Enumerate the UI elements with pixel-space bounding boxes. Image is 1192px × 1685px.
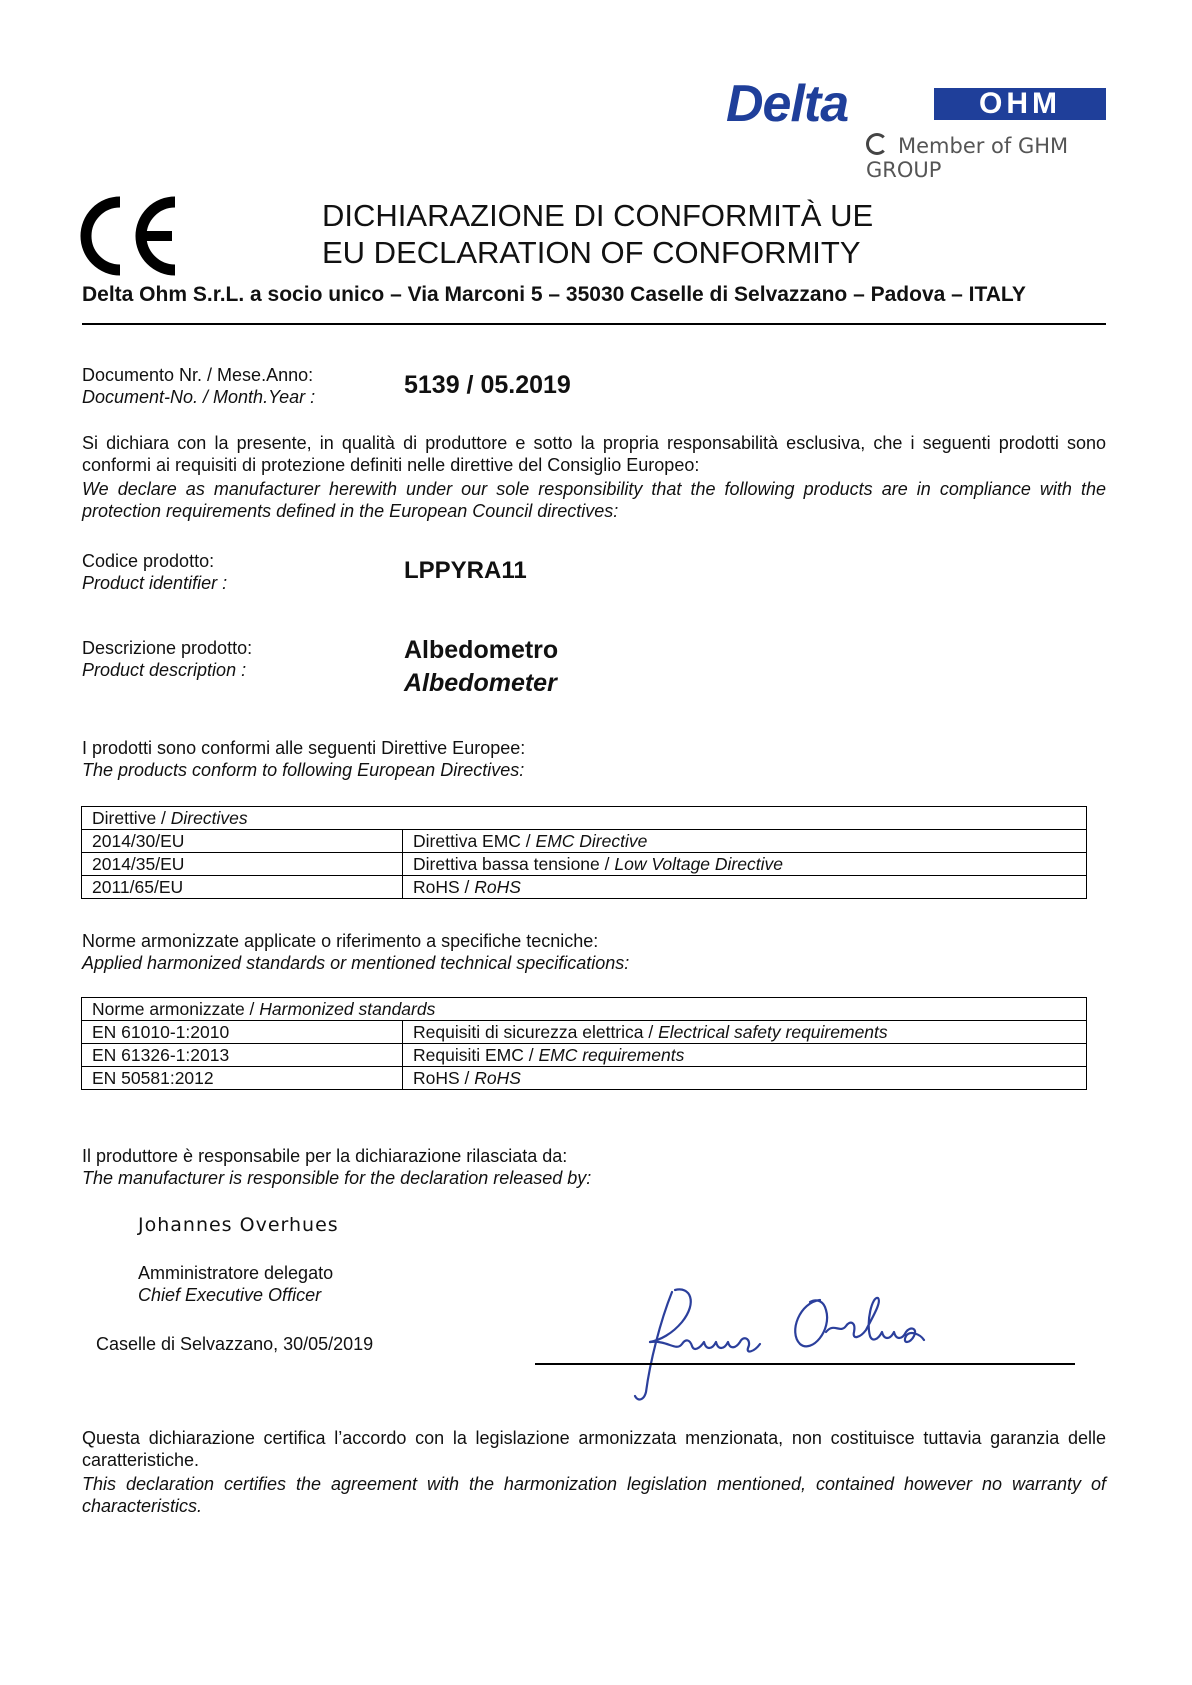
directive-code: 2011/65/EU bbox=[82, 876, 403, 899]
standard-code: EN 50581:2012 bbox=[82, 1067, 403, 1090]
directive-description bbox=[403, 830, 1087, 853]
directive-description bbox=[403, 876, 1087, 899]
table-row bbox=[82, 1044, 1087, 1067]
title-english: EU DECLARATION OF CONFORMITY bbox=[322, 235, 861, 270]
intro-italian: Si dichiara con la presente, in qualità di produttore e sotto la propria responsabilità esclusiva, che i seguenti prodotti sono conformi ai requisiti di protezione definiti nelle direttive del Consiglio Europeo: bbox=[82, 433, 1106, 475]
directive-desc-it: RoHS / bbox=[413, 877, 475, 897]
directive-desc-en: Low Voltage Directive bbox=[614, 854, 783, 874]
disclaimer-english: This declaration certifies the agreement with the harmonization legislation mentioned, contained however no warranty of characteristics. bbox=[82, 1474, 1106, 1516]
directive-desc-it: Direttiva EMC / bbox=[413, 831, 536, 851]
standard-desc-it: RoHS / bbox=[413, 1068, 475, 1088]
product-code-value: LPPYRA11 bbox=[404, 557, 527, 584]
standards-table bbox=[81, 997, 1087, 1090]
standard-description bbox=[403, 1044, 1087, 1067]
standards-table-header bbox=[82, 998, 1087, 1021]
table-row bbox=[82, 830, 1087, 853]
product-code-label-en: Product identifier : bbox=[82, 573, 228, 593]
product-description-label-en: Product description : bbox=[82, 660, 247, 680]
standards-header-it: Norme armonizzate / bbox=[92, 999, 260, 1019]
product-code-label-it: Codice prodotto: bbox=[82, 551, 215, 571]
standards-header-en: Harmonized standards bbox=[259, 999, 436, 1019]
product-description-value-en: Albedometer bbox=[404, 669, 557, 697]
directive-code: 2014/35/EU bbox=[82, 853, 403, 876]
logo-brand-ohm: OHM bbox=[934, 88, 1106, 120]
directive-desc-en: EMC Directive bbox=[535, 831, 648, 851]
directives-header-it: Direttive / bbox=[92, 808, 171, 828]
standards-intro-it: Norme armonizzate applicate o riferimento a specifiche tecniche: bbox=[82, 931, 599, 951]
standard-description bbox=[403, 1021, 1087, 1044]
standard-code: EN 61326-1:2013 bbox=[82, 1044, 403, 1067]
signatory-name: Johannes Overhues bbox=[138, 1214, 339, 1236]
responsible-it: Il produttore è responsabile per la dichiarazione rilasciata da: bbox=[82, 1146, 568, 1166]
header-divider bbox=[82, 323, 1106, 325]
signature-line bbox=[535, 1363, 1075, 1365]
place-date: Caselle di Selvazzano, 30/05/2019 bbox=[96, 1334, 374, 1354]
standard-desc-it: Requisiti di sicurezza elettrica / bbox=[413, 1022, 659, 1042]
standard-desc-en: EMC requirements bbox=[538, 1045, 685, 1065]
ce-mark-icon bbox=[80, 196, 180, 276]
directives-header-en: Directives bbox=[170, 808, 248, 828]
standards-header-cell bbox=[82, 998, 1087, 1021]
document-label-en: Document-No. / Month.Year : bbox=[82, 387, 316, 407]
signature-image bbox=[620, 1282, 960, 1407]
title-italian: DICHIARAZIONE DI CONFORMITÀ UE bbox=[322, 198, 874, 233]
standard-description bbox=[403, 1067, 1087, 1090]
directive-description bbox=[403, 853, 1087, 876]
signatory-role-en: Chief Executive Officer bbox=[138, 1285, 322, 1305]
directives-table-header bbox=[82, 807, 1087, 830]
signatory-role-it: Amministratore delegato bbox=[138, 1263, 334, 1283]
table-row bbox=[82, 853, 1087, 876]
directive-desc-en: RoHS bbox=[474, 877, 521, 897]
directives-table bbox=[81, 806, 1087, 899]
intro-english: We declare as manufacturer herewith under our sole responsibility that the following products are in compliance with the protection requirements defined in the European Council directives: bbox=[82, 479, 1106, 521]
company-address: Delta Ohm S.r.L. a socio unico – Via Marconi 5 – 35030 Caselle di Selvazzano – Padova – ITALY bbox=[82, 283, 1026, 306]
disclaimer-italian: Questa dichiarazione certifica l’accordo con la legislazione armonizzata menzionata, non costituisce tuttavia garanzia delle caratteristiche. bbox=[82, 1428, 1106, 1470]
logo-brand-delta: Delta bbox=[726, 75, 849, 133]
directive-desc-it: Direttiva bassa tensione / bbox=[413, 854, 615, 874]
standard-code: EN 61010-1:2010 bbox=[82, 1021, 403, 1044]
directives-intro-it: I prodotti sono conformi alle seguenti Direttive Europee: bbox=[82, 738, 526, 758]
standard-desc-en: Electrical safety requirements bbox=[658, 1022, 888, 1042]
directives-header-cell bbox=[82, 807, 1087, 830]
directive-code: 2014/30/EU bbox=[82, 830, 403, 853]
standard-desc-it: Requisiti EMC / bbox=[413, 1045, 539, 1065]
product-description-value-it: Albedometro bbox=[404, 636, 559, 664]
table-row bbox=[82, 876, 1087, 899]
standards-intro-en: Applied harmonized standards or mentioned technical specifications: bbox=[82, 953, 630, 973]
table-row bbox=[82, 1021, 1087, 1044]
ghm-ring-icon bbox=[866, 133, 888, 155]
company-logo bbox=[726, 75, 1106, 182]
directives-intro-en: The products conform to following European Directives: bbox=[82, 760, 525, 780]
document-number: 5139 / 05.2019 bbox=[404, 371, 571, 399]
responsible-en: The manufacturer is responsible for the declaration released by: bbox=[82, 1168, 592, 1188]
table-row bbox=[82, 1067, 1087, 1090]
product-description-label-it: Descrizione prodotto: bbox=[82, 638, 253, 658]
member-text: Member of GHM GROUP bbox=[866, 134, 1069, 182]
standard-desc-en: RoHS bbox=[474, 1068, 521, 1088]
group-membership bbox=[866, 133, 1106, 182]
document-label-it: Documento Nr. / Mese.Anno: bbox=[82, 365, 314, 385]
